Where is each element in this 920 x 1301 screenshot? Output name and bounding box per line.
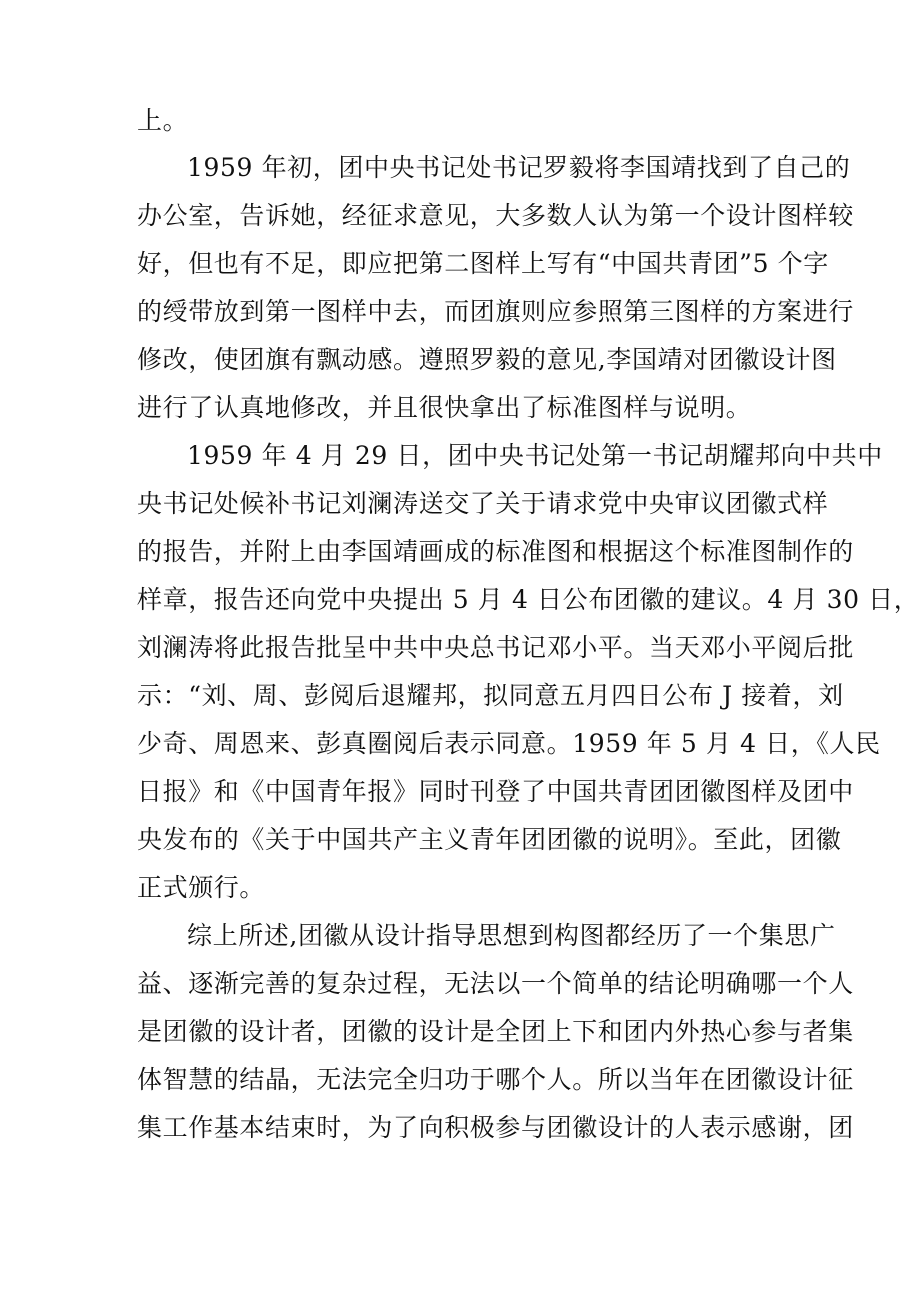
paragraph-line: 示：“刘、周、彭阅后退耀邦，拟同意五月四日公布 J 接着，刘 — [137, 681, 844, 710]
paragraph-line: 上。 — [137, 106, 189, 135]
paragraph-line: 少奇、周恩来、彭真圈阅后表示同意。1959 年 5 月 4 日，《人民 — [137, 729, 881, 758]
paragraph-line: 集工作基本结束时，为了向积极参与团徽设计的人表示感谢，团 — [137, 1113, 854, 1142]
paragraph-line: 修改，使团旗有飘动感。遵照罗毅的意见,李国靖对团徽设计图 — [137, 345, 837, 374]
paragraph-line: 央发布的《关于中国共产主义青年团团徽的说明》。至此，团徽 — [137, 825, 842, 854]
paragraph-line: 的绶带放到第一图样中去，而团旗则应参照第三图样的方案进行 — [137, 297, 854, 326]
paragraph-line: 办公室，告诉她，经征求意见，大多数人认为第一个设计图样较 — [137, 201, 854, 230]
paragraph-line: 日报》和《中国青年报》同时刊登了中国共青团团徽图样及团中 — [137, 777, 854, 806]
paragraph-line: 体智慧的结晶，无法完全归功于哪个人。所以当年在团徽设计征 — [137, 1065, 854, 1094]
paragraph-line: 好，但也有不足，即应把第二图样上写有“中国共青团”5 个字 — [137, 249, 829, 278]
paragraph-line: 央书记处候补书记刘澜涛送交了关于请求党中央审议团徽式样 — [137, 489, 829, 518]
paragraph-line: 益、逐渐完善的复杂过程，无法以一个简单的结论明确哪一个人 — [137, 969, 854, 998]
paragraph-first-line: 综上所述,团徽从设计指导思想到构图都经历了一个集思广 — [187, 921, 836, 950]
paragraph-line: 的报告，并附上由李国靖画成的标准图和根据这个标准图制作的 — [137, 537, 854, 566]
paragraph-first-line: 1959 年 4 月 29 日，团中央书记处第一书记胡耀邦向中共中 — [187, 441, 883, 470]
paragraph-first-line: 1959 年初，团中央书记处书记罗毅将李国靖找到了自己的 — [187, 153, 851, 182]
paragraph-line: 正式颁行。 — [137, 873, 266, 902]
paragraph-line: 刘澜涛将此报告批呈中共中央总书记邓小平。当天邓小平阅后批 — [137, 633, 854, 662]
paragraph-line: 样章，报告还向党中央提出 5 月 4 日公布团徽的建议。4 月 30 日， — [137, 585, 920, 614]
paragraph-line: 是团徽的设计者，团徽的设计是全团上下和团内外热心参与者集 — [137, 1017, 854, 1046]
paragraph-line: 进行了认真地修改，并且很快拿出了标准图样与说明。 — [137, 393, 752, 422]
